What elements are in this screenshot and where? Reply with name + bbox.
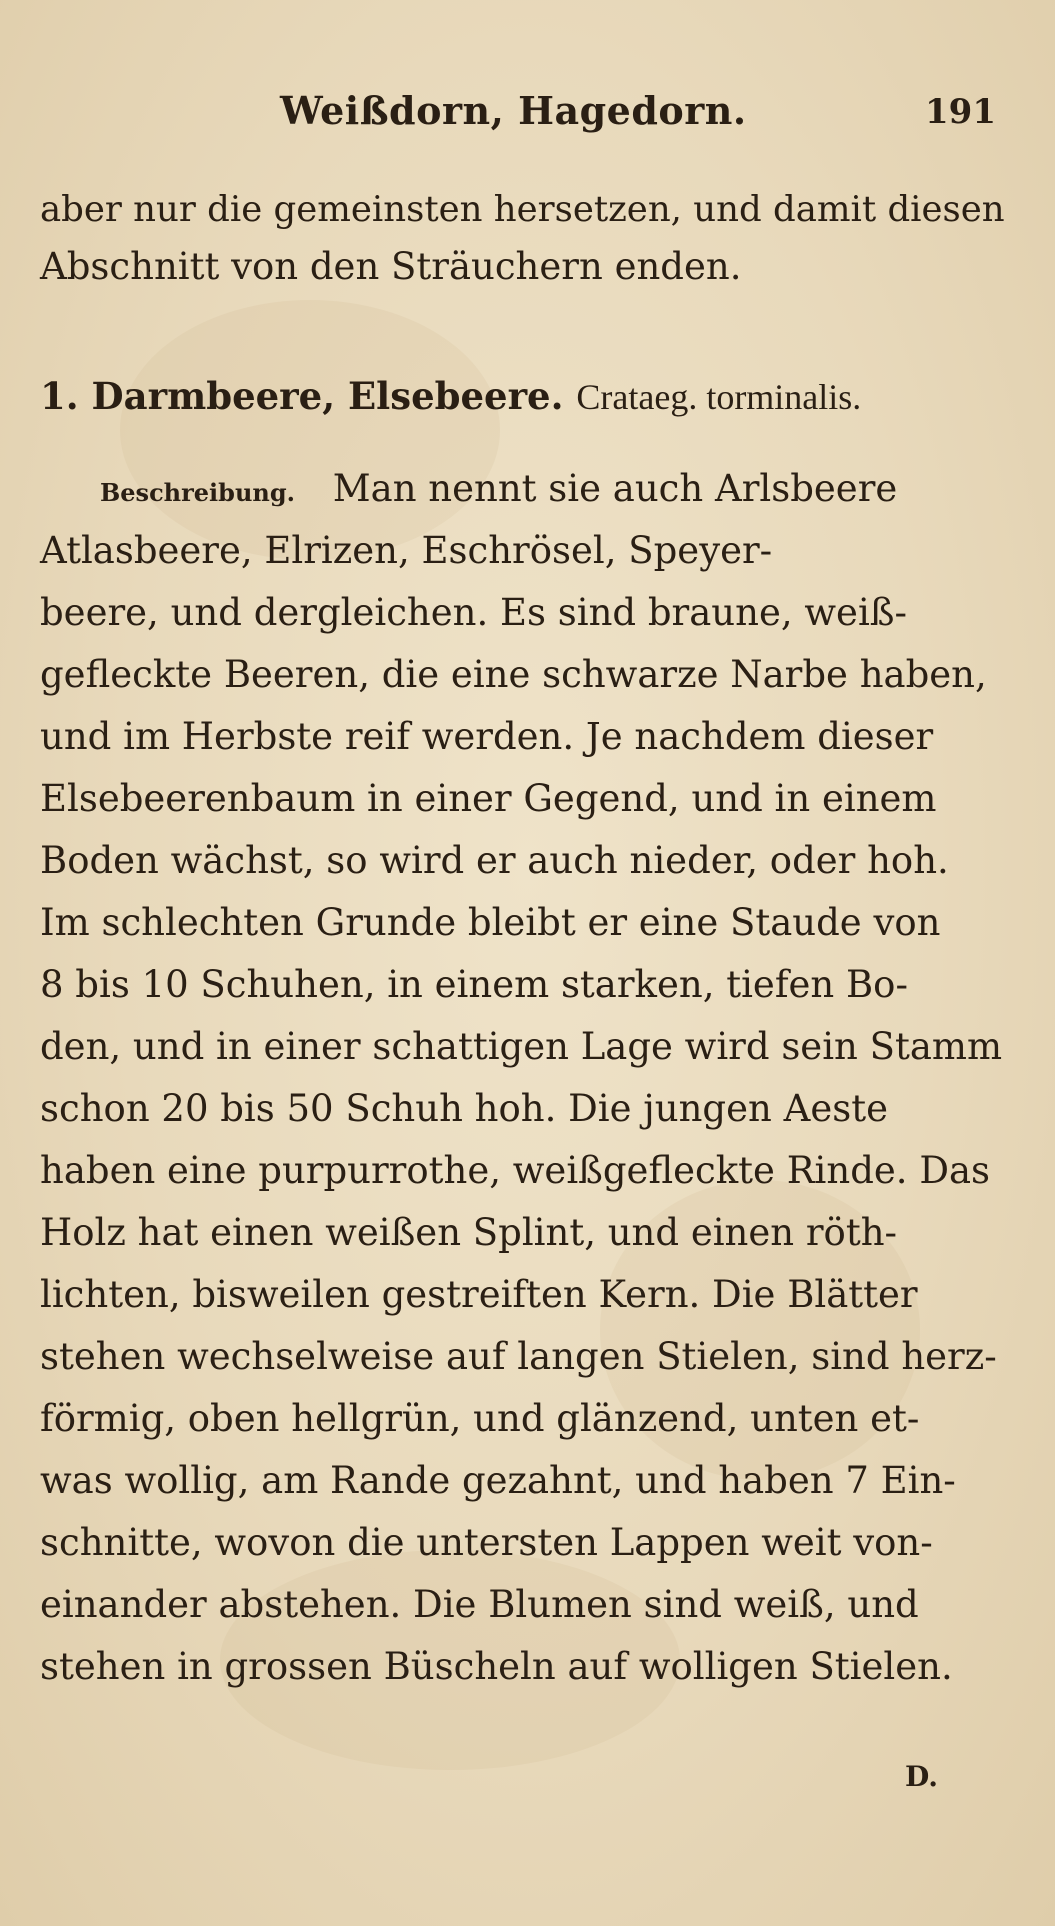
text-line: Im schlechten Grunde bleibt er eine Staude von [40, 901, 941, 944]
intro-line: Abschnitt von den Sträuchern enden. [40, 245, 742, 288]
text-line: gefleckte Beeren, die eine schwarze Narbe haben, [40, 653, 987, 696]
text-line: schnitte, wovon die untersten Lappen weit von- [40, 1521, 933, 1564]
text-line: den, und in einer schattigen Lage wird sein Stamm [40, 1025, 1003, 1068]
paper-stain [120, 300, 500, 560]
page-number: 191 [925, 92, 996, 132]
description-label: Beschreibung. [100, 478, 295, 507]
text-line: haben eine purpurrothe, weißgefleckte Rinde. Das [40, 1149, 991, 1192]
entry-number: 1. [40, 374, 79, 418]
text-line: Elsebeerenbaum in einer Gegend, und in einem [40, 777, 937, 820]
text-line: beere, und dergleichen. Es sind braune, weiß- [40, 591, 907, 634]
text-line: Atlasbeere, Elrizen, Eschrösel, Speyer- [40, 529, 773, 572]
description-text: Man nennt sie auch Arlsbeere [332, 467, 898, 510]
text-line: und im Herbste reif werden. Je nachdem dieser [40, 715, 934, 758]
running-head: Weißdorn, Hagedorn. [280, 88, 747, 133]
text-line: Boden wächst, so wird er auch nieder, oder hoh. [40, 839, 949, 882]
text-line: lichten, bisweilen gestreiften Kern. Die Blätter [40, 1273, 918, 1316]
text-line: einander abstehen. Die Blumen sind weiß, und [40, 1583, 919, 1626]
intro-line: aber nur die gemeinsten hersetzen, und damit diesen [40, 189, 1005, 230]
entry-heading [40, 374, 862, 418]
text-line: förmig, oben hellgrün, und glänzend, unten et- [40, 1397, 920, 1440]
text-line: stehen wechselweise auf langen Stielen, sind herz- [40, 1335, 997, 1378]
text-line: 8 bis 10 Schuhen, in einem starken, tiefen Bo- [40, 963, 908, 1006]
text-line: was wollig, am Rande gezahnt, und haben 7 Ein- [40, 1459, 956, 1502]
page-header [0, 88, 1055, 138]
text-line: stehen in grossen Büscheln auf wolligen Stielen. [40, 1645, 953, 1688]
entry-german-name: Darmbeere, Elsebeere. [91, 374, 564, 418]
catchword: D. [905, 1760, 939, 1793]
description-first-line [100, 467, 898, 510]
text-line: schon 20 bis 50 Schuh hoh. Die jungen Aeste [40, 1087, 888, 1130]
text-line: Holz hat einen weißen Splint, und einen röth- [40, 1211, 898, 1254]
entry-latin-name: Crataeg. torminalis. [576, 377, 862, 417]
